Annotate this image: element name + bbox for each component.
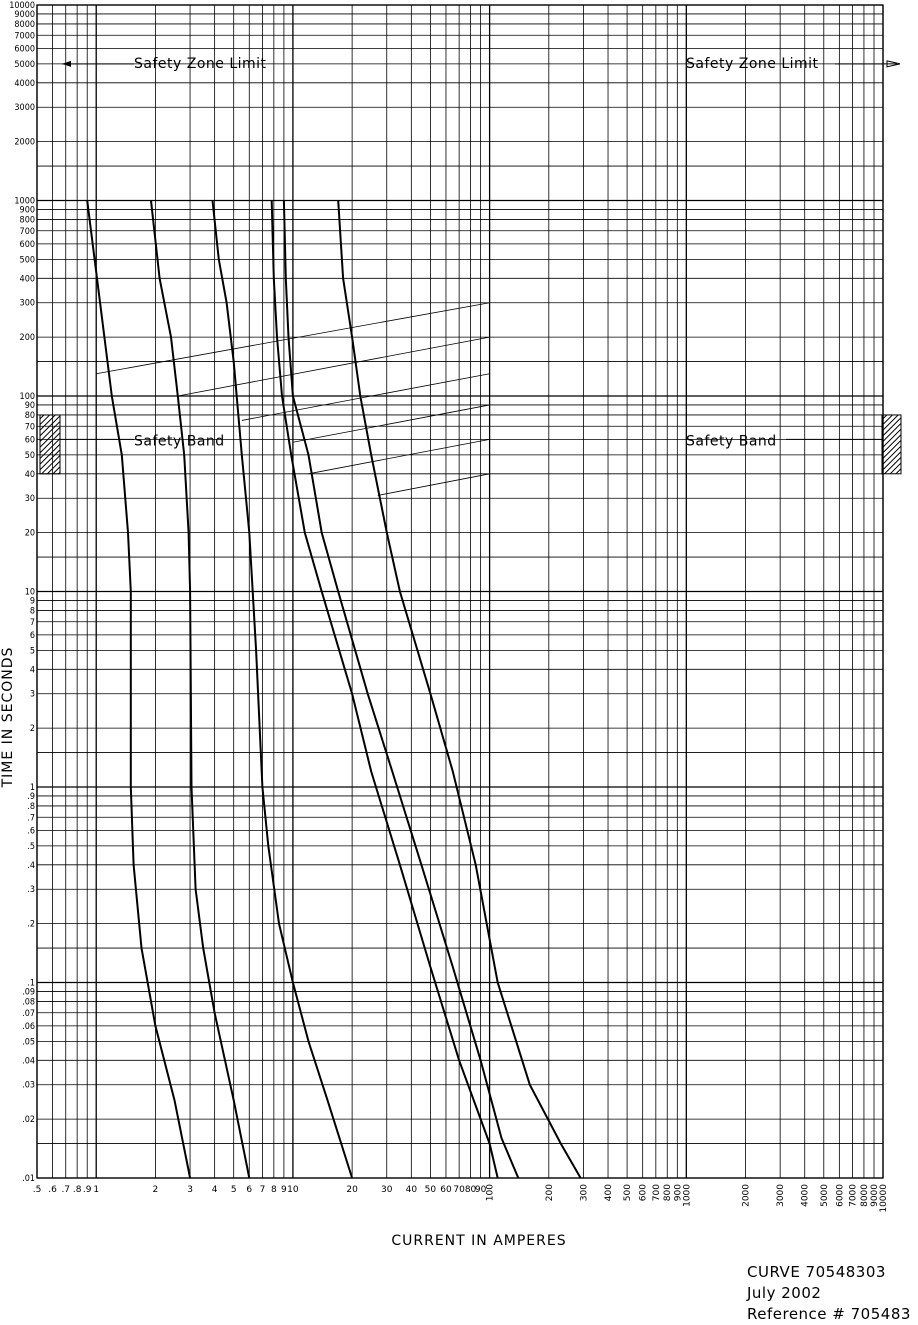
y-tick-label: 200: [19, 333, 35, 344]
y-tick-label: 1: [29, 783, 35, 793]
curve-1: [87, 201, 190, 1179]
curve-date: July 2002: [747, 1284, 822, 1302]
y-tick-label: .06: [22, 1021, 35, 1032]
safety-band-label: Safety Band: [134, 433, 225, 450]
x-tick-label: 10000: [879, 1184, 889, 1213]
x-tick-label: 6000: [835, 1184, 846, 1207]
y-tick-label: .2: [27, 919, 35, 930]
y-tick-label: .3: [27, 885, 35, 896]
y-tick-label: 4000: [14, 78, 35, 89]
x-tick-label: 4: [211, 1185, 218, 1195]
x-tick-label: 20: [346, 1185, 358, 1195]
y-tick-label: 60: [24, 435, 35, 446]
y-tick-label: .08: [22, 997, 35, 1008]
safety-zone-limit-label: Safety Zone Limit: [134, 55, 267, 72]
x-tick-label: 9000: [869, 1184, 880, 1207]
y-axis-title: TIME IN SECONDS: [0, 646, 16, 788]
limit-arrowhead-left: [62, 61, 71, 67]
x-tick-label: 10: [287, 1185, 299, 1195]
y-tick-label: 40: [24, 469, 35, 480]
y-tick-label: .4: [27, 860, 35, 871]
y-tick-label: 8: [29, 606, 35, 617]
y-tick-label: 3: [29, 689, 35, 700]
y-tick-label: .02: [22, 1115, 35, 1126]
x-tick-label: 400: [604, 1184, 615, 1202]
x-tick-label: 8: [270, 1185, 277, 1195]
x-tick-label: 600: [638, 1184, 649, 1202]
y-tick-label: 1000: [14, 196, 35, 207]
curve-number: CURVE 70548303: [747, 1263, 886, 1281]
y-tick-label: 2: [29, 724, 35, 735]
x-tick-label: 3000: [776, 1184, 787, 1207]
x-tick-label: 8000: [859, 1184, 870, 1207]
curve-5: [284, 201, 518, 1179]
y-tick-label: 80: [24, 410, 35, 421]
x-axis-title: CURRENT IN AMPERES: [391, 1233, 567, 1249]
curve-leader-line: [378, 474, 490, 496]
x-tick-label: 50: [424, 1185, 437, 1195]
x-tick-label: 40: [405, 1185, 418, 1195]
x-tick-label: .8: [72, 1185, 82, 1195]
x-tick-label: 90: [474, 1185, 487, 1195]
x-tick-label: 200: [544, 1184, 555, 1202]
y-tick-label: .1: [27, 978, 35, 989]
x-tick-label: 4000: [800, 1184, 811, 1207]
curve-leader-line: [178, 337, 490, 396]
x-tick-label: .6: [48, 1185, 57, 1195]
x-tick-label: 700: [651, 1184, 662, 1202]
y-tick-label: 30: [24, 494, 35, 505]
y-tick-label: 8000: [14, 19, 35, 30]
x-tick-label: 60: [440, 1185, 452, 1195]
y-tick-label: 100: [19, 392, 35, 402]
x-tick-label: 1: [93, 1185, 100, 1195]
y-tick-label: 700: [19, 226, 35, 237]
curves: [87, 201, 580, 1179]
x-tick-label: 7: [259, 1185, 266, 1195]
y-tick-label: 5000: [14, 59, 35, 70]
x-tick-label: 2000: [741, 1184, 752, 1207]
y-tick-label: 6: [29, 630, 35, 641]
curve-2: [151, 201, 249, 1179]
y-tick-label: 7000: [14, 31, 35, 42]
y-tick-label: 2000: [14, 137, 35, 148]
safety-zone-limit-label: Safety Zone Limit: [686, 55, 819, 72]
x-tick-label: .7: [61, 1185, 71, 1195]
y-tick-label: .09: [22, 987, 35, 998]
x-tick-label: 100: [485, 1184, 496, 1202]
y-tick-label: 50: [24, 450, 35, 461]
x-tick-label: .5: [32, 1185, 42, 1195]
y-tick-label: .6: [27, 826, 35, 837]
safety-band-label: Safety Band: [686, 433, 777, 450]
chart-grid: [37, 5, 883, 1178]
x-tick-label: 800: [663, 1184, 674, 1202]
y-tick-label: 900: [19, 205, 35, 216]
x-tick-label: 1000: [682, 1184, 693, 1207]
x-tick-label: 5000: [819, 1184, 830, 1207]
y-tick-label: 7: [29, 617, 35, 628]
x-tick-label: 6: [246, 1185, 253, 1195]
x-tick-label: 300: [579, 1184, 590, 1202]
annotations: [60, 56, 900, 450]
y-tick-label: 3000: [14, 103, 35, 114]
y-tick-label: .8: [27, 801, 35, 812]
curve-leader-line: [242, 374, 490, 421]
y-tick-label: .07: [22, 1008, 35, 1019]
y-tick-label: 6000: [14, 44, 35, 55]
x-tick-label: 900: [673, 1184, 684, 1202]
x-tick-label: .9: [82, 1185, 92, 1195]
y-tick-label: .01: [22, 1174, 35, 1184]
curve-leader-line: [308, 439, 489, 473]
y-tick-label: .5: [27, 841, 35, 852]
y-tick-label: 5: [29, 646, 35, 657]
y-tick-label: .03: [22, 1080, 35, 1091]
x-tick-label: 70: [453, 1185, 465, 1195]
y-tick-label: .05: [22, 1037, 35, 1048]
reference-block: [747, 1262, 911, 1325]
x-tick-label: 7000: [848, 1184, 859, 1207]
y-tick-label: 20: [24, 528, 35, 539]
x-tick-label: 5: [230, 1185, 237, 1195]
x-tick-label: 2: [152, 1185, 159, 1195]
y-tick-label: 9000: [14, 9, 35, 20]
x-tick-label: 30: [381, 1185, 393, 1195]
y-tick-label: 10: [24, 587, 35, 598]
y-tick-label: .7: [27, 813, 35, 824]
y-tick-label: 400: [19, 274, 35, 285]
y-tick-label: 4: [29, 665, 35, 676]
y-tick-label: 9: [29, 596, 35, 607]
safety-band-marker: [882, 415, 901, 474]
y-tick-label: 600: [19, 239, 35, 250]
x-tick-label: 3: [187, 1185, 193, 1195]
y-tick-label: 800: [19, 215, 35, 226]
y-tick-label: 300: [19, 298, 35, 309]
y-tick-label: 70: [24, 422, 35, 433]
y-tick-label: 10000: [9, 1, 35, 11]
reference-number: Reference # 705483: [747, 1305, 911, 1323]
safety-band-marker: [40, 415, 60, 474]
y-tick-label: .04: [22, 1056, 35, 1067]
y-tick-label: 500: [19, 255, 35, 266]
curve-leader-line: [293, 405, 490, 442]
x-tick-label: 80: [464, 1185, 477, 1195]
y-tick-label: .9: [27, 791, 35, 802]
x-tick-label: 500: [623, 1184, 634, 1202]
x-tick-label: 9: [281, 1185, 287, 1195]
y-tick-label: 90: [24, 400, 35, 411]
